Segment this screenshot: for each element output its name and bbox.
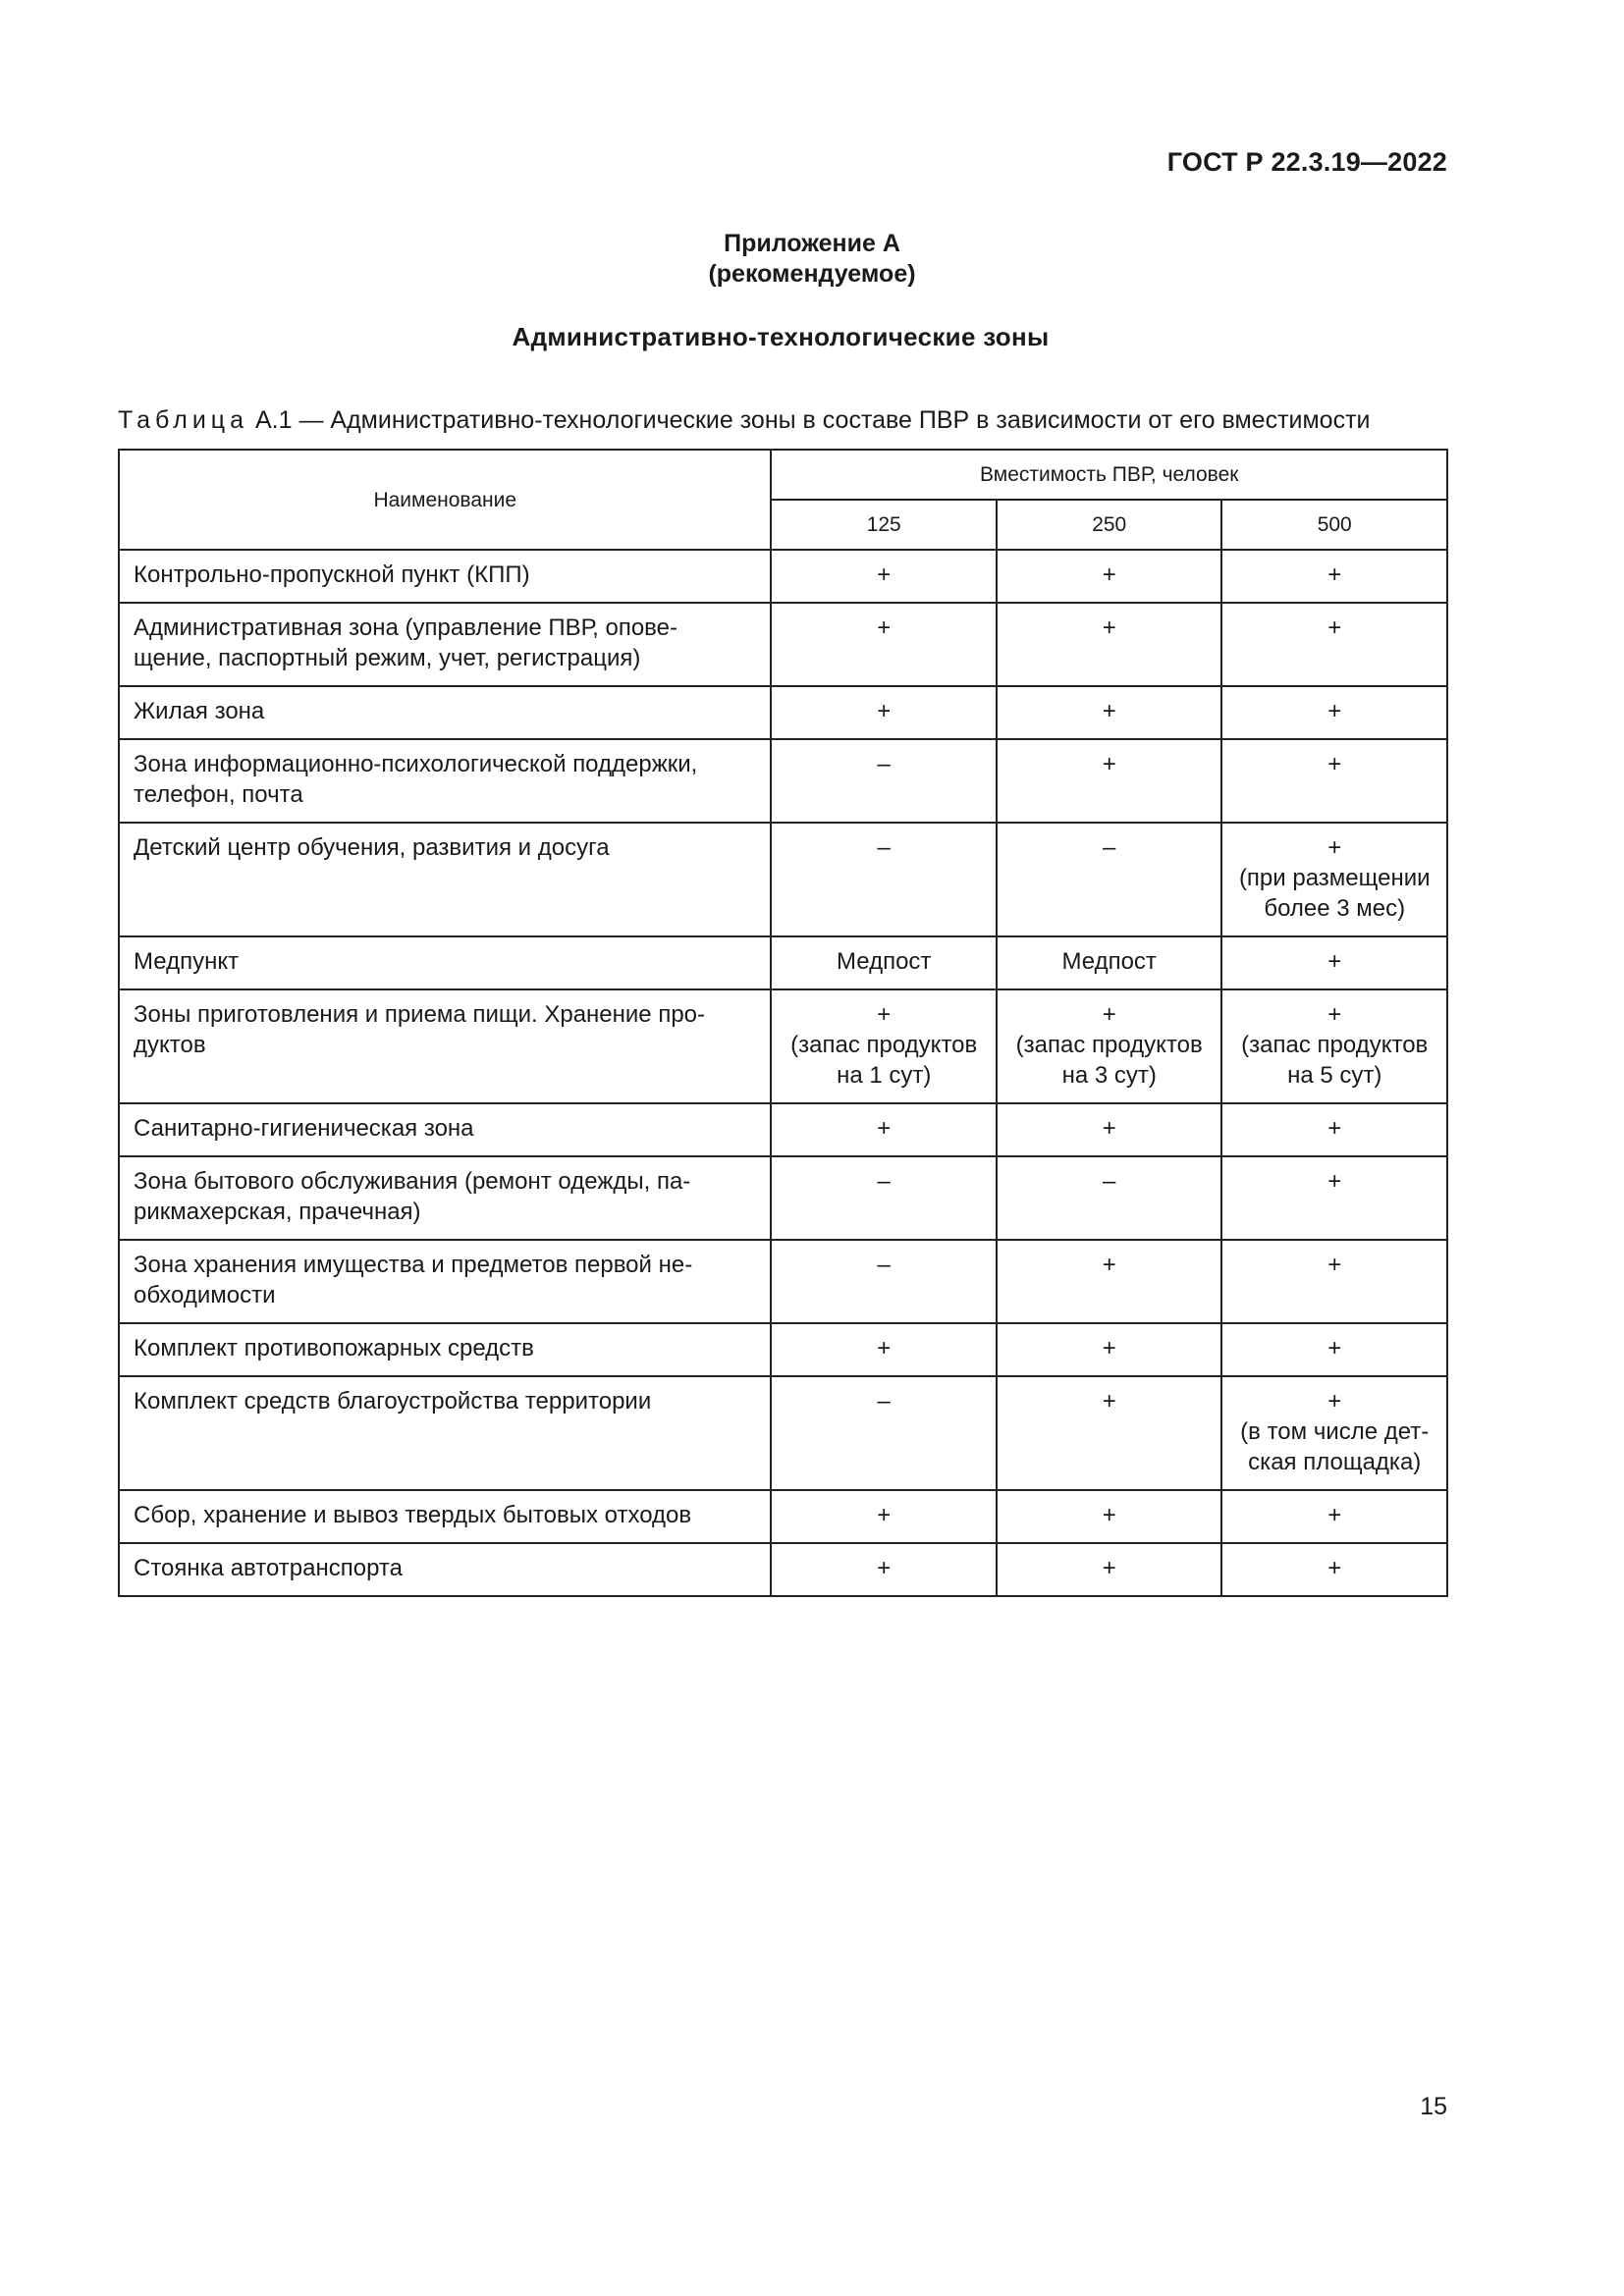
- table-row: [119, 1376, 1447, 1490]
- zone-value-cell: –: [771, 1240, 997, 1323]
- zone-value-cell: +: [1221, 1240, 1447, 1323]
- zone-value-cell: +: [771, 1543, 997, 1596]
- zone-value-cell: +: [771, 1103, 997, 1156]
- zone-value-cell: Медпост: [997, 936, 1222, 989]
- zones-table: [118, 449, 1448, 1597]
- table-row: [119, 823, 1447, 936]
- zone-value-cell: +: [997, 1103, 1222, 1156]
- header-name-cell: Наименование: [119, 450, 771, 550]
- zone-value-cell: +: [1221, 550, 1447, 603]
- zone-value-cell: +: [997, 686, 1222, 739]
- page-number: 15: [1420, 2093, 1447, 2120]
- table-row: [119, 1156, 1447, 1240]
- table-row: [119, 989, 1447, 1103]
- zone-value-cell: + (запас продуктов на 3 сут): [997, 989, 1222, 1103]
- table-row: [119, 936, 1447, 989]
- zone-value-cell: + (запас продуктов на 5 сут): [1221, 989, 1447, 1103]
- zone-name-cell: Сбор, хранение и вывоз твердых бытовых отходов: [119, 1490, 771, 1543]
- zone-value-cell: +: [997, 1490, 1222, 1543]
- zone-value-cell: +: [997, 550, 1222, 603]
- zone-value-cell: +: [997, 1543, 1222, 1596]
- zone-value-cell: +: [997, 603, 1222, 686]
- zone-value-cell: +: [771, 1490, 997, 1543]
- zone-value-cell: +: [771, 550, 997, 603]
- zone-value-cell: +: [1221, 936, 1447, 989]
- zone-value-cell: +: [771, 603, 997, 686]
- zone-value-cell: +: [1221, 1543, 1447, 1596]
- table-row: [119, 1543, 1447, 1596]
- zone-name-cell: Стоянка автотранспорта: [119, 1543, 771, 1596]
- zone-name-cell: Административная зона (управление ПВР, опове- щение, паспортный режим, учет, регистрация): [119, 603, 771, 686]
- header-capacity-250: 250: [997, 500, 1222, 550]
- zone-value-cell: +: [997, 1323, 1222, 1376]
- zone-value-cell: +: [997, 739, 1222, 823]
- zone-value-cell: +: [771, 1323, 997, 1376]
- header-capacity-125: 125: [771, 500, 997, 550]
- zone-name-cell: Жилая зона: [119, 686, 771, 739]
- zone-value-cell: –: [997, 823, 1222, 936]
- zone-value-cell: +: [1221, 1103, 1447, 1156]
- zone-name-cell: Зона хранения имущества и предметов первой не- обходимости: [119, 1240, 771, 1323]
- table-row: [119, 550, 1447, 603]
- table-caption-label: Таблица: [118, 406, 249, 434]
- table-caption: [118, 406, 1371, 435]
- zone-value-cell: + (запас продуктов на 1 сут): [771, 989, 997, 1103]
- table-row: [119, 1323, 1447, 1376]
- zone-value-cell: +: [997, 1240, 1222, 1323]
- zone-name-cell: Комплект противопожарных средств: [119, 1323, 771, 1376]
- zone-value-cell: –: [771, 1376, 997, 1490]
- zone-name-cell: Зона бытового обслуживания (ремонт одежды, па- рикмахерская, прачечная): [119, 1156, 771, 1240]
- table-caption-text: А.1 — Административно-технологические зоны в составе ПВР в зависимости от его вместимости: [254, 406, 1371, 434]
- zone-value-cell: Медпост: [771, 936, 997, 989]
- zone-value-cell: +: [1221, 739, 1447, 823]
- zone-name-cell: Детский центр обучения, развития и досуга: [119, 823, 771, 936]
- zone-value-cell: –: [771, 739, 997, 823]
- zone-value-cell: +: [1221, 1323, 1447, 1376]
- zone-name-cell: Контрольно-пропускной пункт (КПП): [119, 550, 771, 603]
- table-row: [119, 1103, 1447, 1156]
- zone-value-cell: +: [1221, 1490, 1447, 1543]
- zone-name-cell: Медпункт: [119, 936, 771, 989]
- zone-name-cell: Санитарно-гигиеническая зона: [119, 1103, 771, 1156]
- table-header-row: [119, 450, 1447, 500]
- zone-value-cell: + (в том числе дет- ская площадка): [1221, 1376, 1447, 1490]
- appendix-title: Приложение А: [724, 230, 900, 257]
- zone-value-cell: +: [1221, 603, 1447, 686]
- zone-value-cell: +: [771, 686, 997, 739]
- zone-name-cell: Зона информационно-психологической поддержки, телефон, почта: [119, 739, 771, 823]
- table-row: [119, 686, 1447, 739]
- zone-value-cell: +: [997, 1376, 1222, 1490]
- table-row: [119, 1240, 1447, 1323]
- zone-value-cell: –: [997, 1156, 1222, 1240]
- zone-name-cell: Комплект средств благоустройства территории: [119, 1376, 771, 1490]
- appendix-status: (рекомендуемое): [708, 260, 916, 288]
- header-capacity-500: 500: [1221, 500, 1447, 550]
- zone-value-cell: + (при размещении более 3 мес): [1221, 823, 1447, 936]
- header-capacity-cell: Вместимость ПВР, человек: [771, 450, 1447, 500]
- zone-value-cell: +: [1221, 686, 1447, 739]
- section-title: Административно-технологические зоны: [512, 322, 1050, 351]
- zone-value-cell: –: [771, 1156, 997, 1240]
- table-row: [119, 739, 1447, 823]
- table-row: [119, 1490, 1447, 1543]
- zone-value-cell: +: [1221, 1156, 1447, 1240]
- document-code: ГОСТ Р 22.3.19—2022: [1166, 147, 1447, 177]
- table-row: [119, 603, 1447, 686]
- zone-name-cell: Зоны приготовления и приема пищи. Хранение про- дуктов: [119, 989, 771, 1103]
- zone-value-cell: –: [771, 823, 997, 936]
- zones-table-body: [119, 450, 1447, 1596]
